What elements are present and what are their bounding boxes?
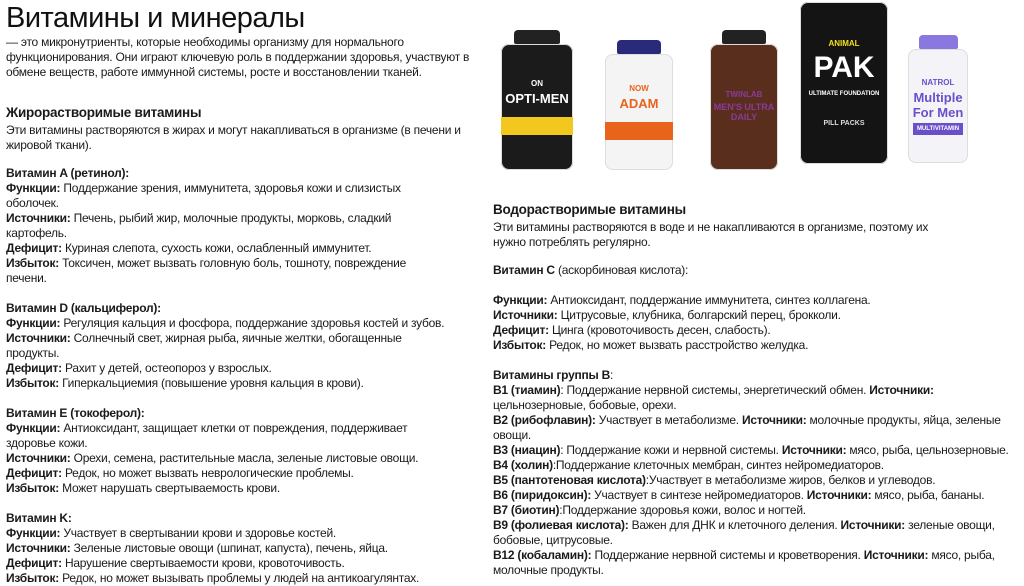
vitamin-detail-line bbox=[6, 556, 446, 571]
b-vitamin-text: Поддержание нервной системы и кроветворения. bbox=[591, 548, 864, 562]
product-extra: PILL PACKS bbox=[823, 120, 865, 127]
vitamin-detail-line bbox=[6, 181, 446, 211]
detail-label: Функции: bbox=[6, 316, 61, 330]
detail-label: Функции: bbox=[6, 421, 61, 435]
detail-text: Зеленые листовые овощи (шпинат, капуста), печень, яйца. bbox=[70, 541, 388, 555]
detail-label: Источники: bbox=[6, 331, 71, 345]
b-vitamin-text: : Поддержание кожи и нервной системы. bbox=[560, 443, 782, 457]
product-bottle bbox=[710, 30, 778, 170]
bottle-label bbox=[908, 49, 968, 163]
detail-text: Гиперкальциемия (повышение уровня кальция в крови). bbox=[59, 376, 364, 390]
b-vitamin-label: B2 (рибофлавин): bbox=[493, 413, 596, 427]
vitamin-name: Витамин E (токоферол): bbox=[6, 406, 145, 420]
vitamin-detail-line bbox=[6, 256, 446, 286]
vitamin-block bbox=[6, 511, 486, 586]
detail-text: Может нарушать свертываемость крови. bbox=[59, 481, 280, 495]
b-group-heading-colon: : bbox=[610, 368, 614, 382]
product-name: Multiple For Men bbox=[912, 89, 964, 120]
detail-text: Редок, но может вызвать неврологические проблемы. bbox=[61, 466, 354, 480]
vitamin-block bbox=[6, 166, 486, 286]
b-vitamin-label: B1 (тиамин) bbox=[493, 383, 561, 397]
b-vitamin-item bbox=[493, 473, 1018, 488]
vitamin-detail-line bbox=[6, 421, 446, 451]
vitamin-detail-line bbox=[493, 338, 1018, 353]
water-soluble-heading: Водорастворимые витамины bbox=[493, 202, 686, 217]
detail-text: Цитрусовые, клубника, болгарский перец, брокколи. bbox=[557, 308, 841, 322]
product-brand: NOW bbox=[629, 84, 649, 93]
detail-label: Дефицит: bbox=[6, 466, 62, 480]
bottle-label bbox=[501, 44, 573, 170]
intro-text: — это микронутриенты, которые необходимы организму для нормального функционирования. Они играют ключевую роль в поддержании здоровья, участвуют в обмене веществ, работе иммунной системы, росте и восстановлении тканей. bbox=[6, 35, 470, 79]
vitamin-c-title bbox=[493, 263, 1018, 278]
b-vitamin-item bbox=[493, 383, 1018, 413]
b-group-section bbox=[493, 368, 1018, 578]
b-vitamin-item bbox=[493, 518, 1018, 548]
detail-text: Нарушение свертываемости крови, кровоточивость. bbox=[61, 556, 345, 570]
sources-label: Источники: bbox=[781, 443, 847, 457]
vitamin-detail-line bbox=[6, 481, 446, 496]
b-vitamin-item bbox=[493, 443, 1018, 458]
detail-label: Избыток: bbox=[6, 481, 60, 495]
vitamin-detail-line bbox=[6, 376, 446, 391]
b-vitamin-text: :Поддержание клеточных мембран, синтез нейромедиаторов. bbox=[552, 458, 884, 472]
bottle-cap bbox=[514, 30, 561, 44]
vitamin-c-details bbox=[493, 293, 1018, 353]
b-group-title bbox=[493, 368, 1018, 383]
product-images bbox=[495, 0, 1024, 180]
sources-text: молочные продукты, яйца, зеленые овощи. bbox=[493, 413, 1001, 442]
label-band bbox=[605, 122, 673, 140]
detail-text: Антиоксидант, поддержание иммунитета, синтез коллагена. bbox=[547, 293, 871, 307]
sources-text: зеленые овощи, бобовые, цитрусовые. bbox=[493, 518, 995, 547]
bottle-cap bbox=[722, 30, 766, 44]
vitamin-name: Витамин A (ретинол): bbox=[6, 166, 129, 180]
detail-text: Солнечный свет, жирная рыба, яичные желтки, обогащенные продукты. bbox=[6, 331, 402, 360]
vitamin-name: Витамин K: bbox=[6, 511, 72, 525]
sources-text: мясо, рыба, цельнозерновые. bbox=[846, 443, 1009, 457]
product-name: OPTI-MEN bbox=[505, 91, 569, 106]
vitamin-detail-line bbox=[6, 466, 446, 481]
detail-label: Избыток: bbox=[6, 256, 60, 270]
b-vitamin-text: : Поддержание нервной системы, энергетический обмен. bbox=[560, 383, 870, 397]
b-group-heading: Витамины группы В bbox=[493, 368, 611, 382]
detail-text: Поддержание зрения, иммунитета, здоровья кожи и слизистых оболочек. bbox=[6, 181, 401, 210]
product-brand: ON bbox=[531, 79, 543, 88]
detail-text: Куриная слепота, сухость кожи, ослабленный иммунитет. bbox=[61, 241, 372, 255]
water-soluble-description: Эти витамины растворяются в воде и не накапливаются в организме, поэтому их нужно потреблять регулярно. bbox=[493, 220, 929, 249]
product-brand: NATROL bbox=[921, 77, 955, 87]
b-vitamin-item bbox=[493, 413, 1018, 443]
bottle-label bbox=[710, 44, 778, 170]
b-vitamin-item bbox=[493, 503, 1018, 518]
b-vitamin-label: B9 (фолиевая кислота): bbox=[493, 518, 629, 532]
vitamin-detail-line bbox=[493, 293, 1018, 308]
bottle-label bbox=[605, 54, 673, 170]
sources-text: мясо, рыба, молочные продукты. bbox=[493, 548, 995, 577]
sources-label: Источники: bbox=[869, 383, 934, 397]
b-vitamin-item bbox=[493, 488, 1018, 503]
product-bottle bbox=[908, 35, 968, 163]
product-name: ADAM bbox=[619, 96, 659, 111]
b-vitamin-text: :Участвует в метаболизме жиров, белков и углеводов. bbox=[645, 473, 936, 487]
product-brand: ANIMAL bbox=[828, 39, 860, 48]
product-brand: TWINLAB bbox=[725, 89, 763, 99]
fat-soluble-column bbox=[6, 2, 486, 586]
vitamin-detail-line bbox=[493, 323, 1018, 338]
fat-soluble-heading: Жирорастворимые витамины bbox=[6, 105, 202, 120]
label-band bbox=[501, 117, 573, 135]
b-vitamin-label: B3 (ниацин) bbox=[493, 443, 561, 457]
detail-label: Функции: bbox=[493, 293, 548, 307]
detail-label: Дефицит: bbox=[6, 241, 62, 255]
vitamin-detail-line bbox=[6, 451, 446, 466]
detail-label: Избыток: bbox=[493, 338, 547, 352]
sources-text: мясо, рыба, бананы. bbox=[871, 488, 985, 502]
b-vitamin-label: B4 (холин) bbox=[493, 458, 553, 472]
detail-text: Токсичен, может вызвать головную боль, тошноту, повреждение печени. bbox=[6, 256, 407, 285]
product-bottle bbox=[501, 30, 573, 170]
detail-label: Дефицит: bbox=[6, 361, 62, 375]
sources-label: Источники: bbox=[741, 413, 807, 427]
vitamin-block bbox=[6, 406, 486, 496]
b-vitamin-label: B5 (пантотеновая кислота) bbox=[493, 473, 646, 487]
product-subtitle: MULTIVITAMIN bbox=[913, 123, 963, 135]
detail-text: Печень, рыбий жир, молочные продукты, морковь, сладкий картофель. bbox=[6, 211, 392, 240]
sources-label: Источники: bbox=[840, 518, 906, 532]
b-vitamin-text: :Поддержание здоровья кожи, волос и ногтей. bbox=[559, 503, 806, 517]
vitamin-detail-line bbox=[6, 361, 446, 376]
sources-label: Источники: bbox=[806, 488, 872, 502]
detail-label: Дефицит: bbox=[6, 556, 62, 570]
detail-text: Цинга (кровоточивость десен, слабость). bbox=[548, 323, 771, 337]
detail-text: Рахит у детей, остеопороз у взрослых. bbox=[61, 361, 272, 375]
vitamin-detail-line bbox=[6, 541, 446, 556]
sources-label: Источники: bbox=[863, 548, 929, 562]
detail-label: Источники: bbox=[6, 541, 71, 555]
product-bottle bbox=[800, 2, 888, 164]
bottle-label bbox=[800, 2, 888, 164]
vitamin-c-name: Витамин C bbox=[493, 263, 555, 277]
b-vitamin-text: Важен для ДНК и клеточного деления. bbox=[628, 518, 841, 532]
b-vitamin-text: Участвует в синтезе нейромедиаторов. bbox=[591, 488, 807, 502]
vitamin-detail-line bbox=[6, 526, 446, 541]
fat-soluble-description: Эти витамины растворяются в жирах и могут накапливаться в организме (в печени и жировой ткани). bbox=[6, 123, 461, 152]
product-bottle bbox=[605, 40, 673, 170]
detail-text: Участвует в свертывании крови и здоровье костей. bbox=[60, 526, 337, 540]
detail-text: Антиоксидант, защищает клетки от повреждения, поддерживает здоровье кожи. bbox=[6, 421, 408, 450]
detail-text: Редок, но может вызывать проблемы у людей на антикоагулянтах. bbox=[59, 571, 420, 585]
vitamin-block bbox=[6, 301, 486, 391]
detail-label: Источники: bbox=[6, 451, 71, 465]
water-soluble-column bbox=[493, 202, 1018, 578]
vitamin-detail-line bbox=[6, 211, 446, 241]
vitamin-detail-line bbox=[6, 331, 446, 361]
detail-label: Источники: bbox=[493, 308, 558, 322]
b-vitamin-text: Участвует в метаболизме. bbox=[595, 413, 742, 427]
vitamin-detail-line bbox=[6, 571, 446, 586]
bottle-cap bbox=[617, 40, 661, 54]
vitamin-c-name-rest: (аскорбиновая кислота): bbox=[554, 263, 689, 277]
detail-text: Редок, но может вызвать расстройство желудка. bbox=[546, 338, 809, 352]
b-vitamin-label: B12 (кобаламин): bbox=[493, 548, 592, 562]
bottle-cap bbox=[919, 35, 958, 49]
detail-label: Дефицит: bbox=[493, 323, 549, 337]
detail-label: Избыток: bbox=[6, 376, 60, 390]
product-name: MEN'S ULTRA DAILY bbox=[713, 101, 775, 122]
vitamin-detail-line bbox=[6, 316, 446, 331]
detail-label: Источники: bbox=[6, 211, 71, 225]
detail-label: Функции: bbox=[6, 526, 61, 540]
detail-label: Функции: bbox=[6, 181, 61, 195]
vitamin-detail-line bbox=[493, 308, 1018, 323]
b-vitamin-label: B6 (пиридоксин): bbox=[493, 488, 592, 502]
vitamin-name: Витамин D (кальциферол): bbox=[6, 301, 161, 315]
b-vitamin-label: B7 (биотин) bbox=[493, 503, 560, 517]
b-vitamin-item bbox=[493, 458, 1018, 473]
detail-text: Регуляция кальция и фосфора, поддержание здоровья костей и зубов. bbox=[60, 316, 445, 330]
detail-label: Избыток: bbox=[6, 571, 60, 585]
sources-text: цельнозерновые, бобовые, орехи. bbox=[493, 398, 677, 412]
detail-text: Орехи, семена, растительные масла, зеленые листовые овощи. bbox=[70, 451, 419, 465]
product-name: PAK bbox=[813, 51, 875, 84]
product-subtitle: ULTIMATE FOUNDATION bbox=[808, 91, 880, 97]
vitamin-detail-line bbox=[6, 241, 446, 256]
page-title: Витамины и минералы bbox=[6, 2, 305, 34]
